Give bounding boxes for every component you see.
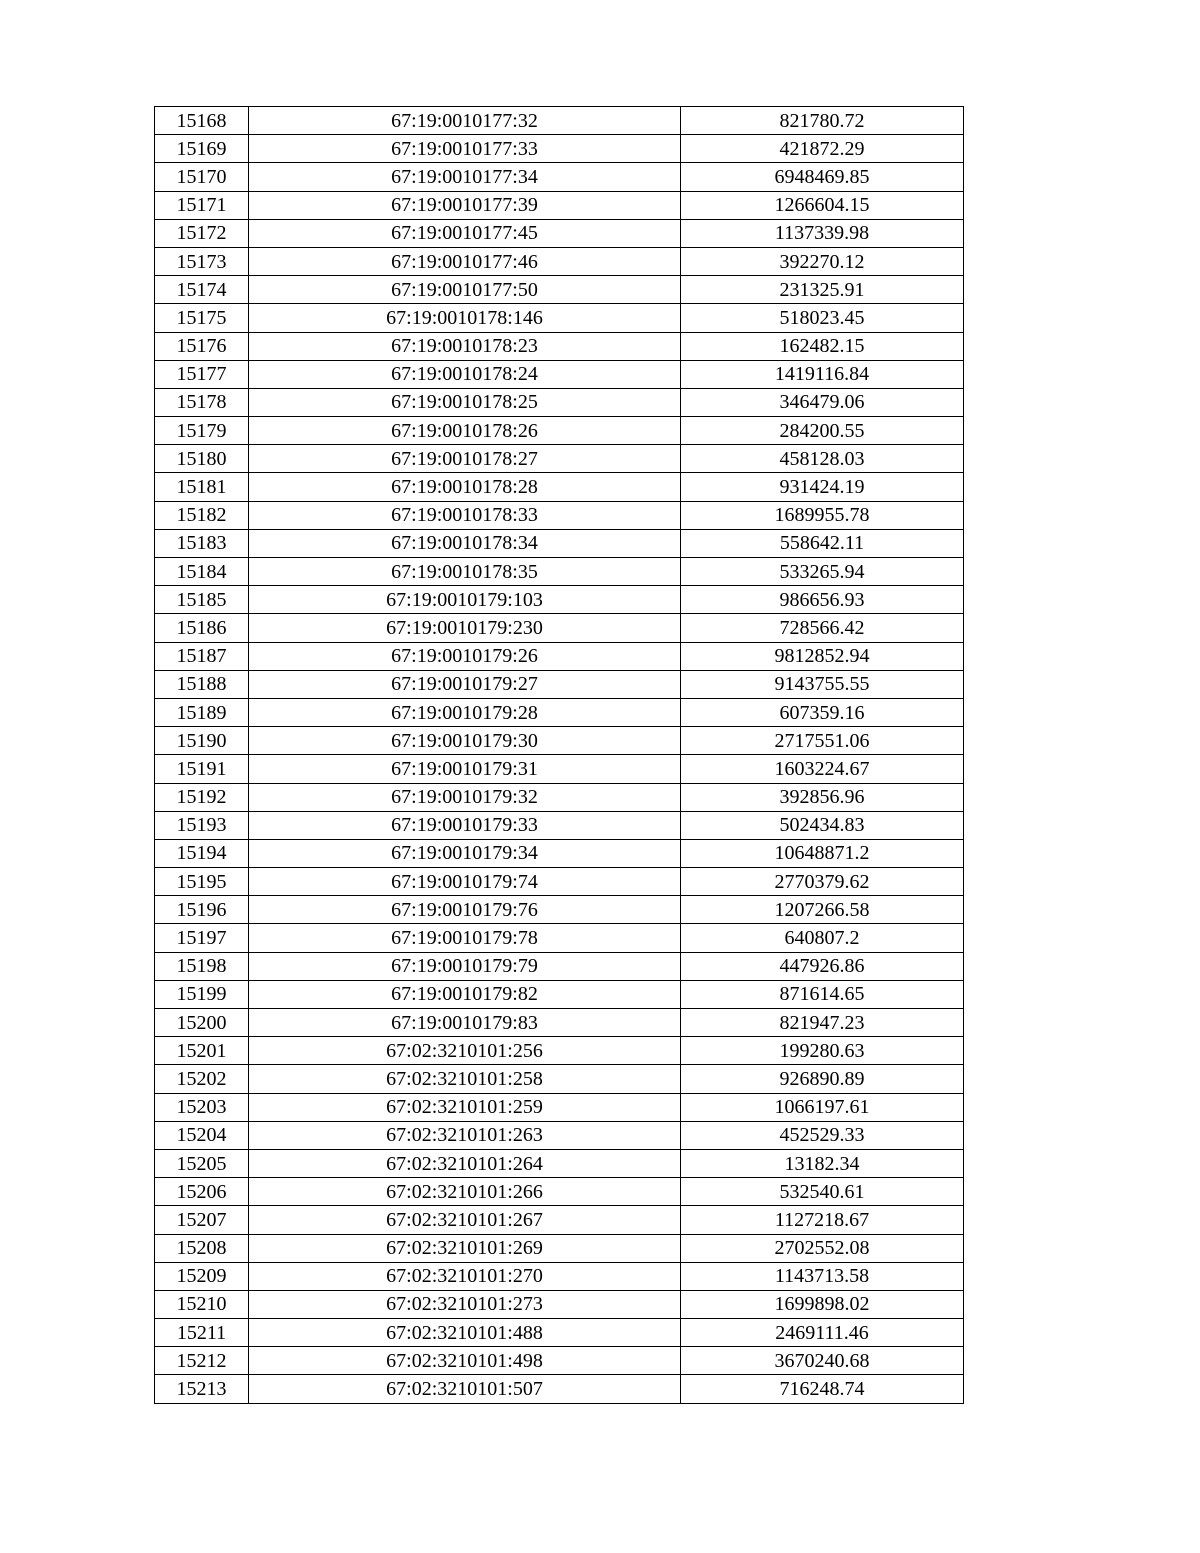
cadastral-number-cell: 67:19:0010179:28 — [249, 698, 681, 726]
cadastral-number-cell: 67:19:0010177:33 — [249, 135, 681, 163]
row-number-cell: 15198 — [155, 952, 249, 980]
cadastral-number-cell: 67:19:0010179:30 — [249, 727, 681, 755]
value-cell: 9143755.55 — [681, 670, 964, 698]
value-cell: 284200.55 — [681, 417, 964, 445]
value-cell: 2717551.06 — [681, 727, 964, 755]
table-row — [155, 1149, 964, 1177]
table-row — [155, 1065, 964, 1093]
cadastral-number-cell: 67:19:0010179:31 — [249, 755, 681, 783]
cadastral-number-cell: 67:02:3210101:263 — [249, 1121, 681, 1149]
row-number-cell: 15171 — [155, 191, 249, 219]
value-cell: 871614.65 — [681, 980, 964, 1008]
value-cell: 1137339.98 — [681, 219, 964, 247]
cadastral-number-cell: 67:19:0010179:79 — [249, 952, 681, 980]
row-number-cell: 15174 — [155, 276, 249, 304]
cadastral-number-cell: 67:19:0010179:33 — [249, 811, 681, 839]
value-cell: 821780.72 — [681, 107, 964, 135]
row-number-cell: 15212 — [155, 1347, 249, 1375]
row-number-cell: 15190 — [155, 727, 249, 755]
cadastral-number-cell: 67:02:3210101:269 — [249, 1234, 681, 1262]
value-cell: 518023.45 — [681, 304, 964, 332]
table-row — [155, 896, 964, 924]
row-number-cell: 15183 — [155, 529, 249, 557]
value-cell: 1266604.15 — [681, 191, 964, 219]
table-row — [155, 191, 964, 219]
cadastral-number-cell: 67:19:0010179:32 — [249, 783, 681, 811]
table-row — [155, 811, 964, 839]
value-cell: 2469111.46 — [681, 1319, 964, 1347]
table-row — [155, 276, 964, 304]
table-row — [155, 1037, 964, 1065]
table-row — [155, 868, 964, 896]
value-cell: 9812852.94 — [681, 642, 964, 670]
row-number-cell: 15177 — [155, 360, 249, 388]
table-row — [155, 388, 964, 416]
cadastral-number-cell: 67:19:0010177:45 — [249, 219, 681, 247]
value-cell: 1207266.58 — [681, 896, 964, 924]
value-cell: 10648871.2 — [681, 839, 964, 867]
cadastral-number-cell: 67:19:0010179:34 — [249, 839, 681, 867]
row-number-cell: 15189 — [155, 698, 249, 726]
row-number-cell: 15203 — [155, 1093, 249, 1121]
value-cell: 926890.89 — [681, 1065, 964, 1093]
value-cell: 231325.91 — [681, 276, 964, 304]
table-row — [155, 1206, 964, 1234]
value-cell: 199280.63 — [681, 1037, 964, 1065]
value-cell: 447926.86 — [681, 952, 964, 980]
row-number-cell: 15178 — [155, 388, 249, 416]
row-number-cell: 15172 — [155, 219, 249, 247]
value-cell: 1066197.61 — [681, 1093, 964, 1121]
table-row — [155, 163, 964, 191]
row-number-cell: 15192 — [155, 783, 249, 811]
row-number-cell: 15181 — [155, 473, 249, 501]
value-cell: 1143713.58 — [681, 1262, 964, 1290]
cadastral-number-cell: 67:19:0010179:26 — [249, 642, 681, 670]
cadastral-number-cell: 67:19:0010179:230 — [249, 614, 681, 642]
row-number-cell: 15188 — [155, 670, 249, 698]
table-row — [155, 417, 964, 445]
value-cell: 532540.61 — [681, 1178, 964, 1206]
value-cell: 392856.96 — [681, 783, 964, 811]
cadastral-number-cell: 67:02:3210101:266 — [249, 1178, 681, 1206]
row-number-cell: 15202 — [155, 1065, 249, 1093]
table-row — [155, 839, 964, 867]
table-row — [155, 332, 964, 360]
data-table — [154, 106, 964, 1404]
table-row — [155, 107, 964, 135]
table-row — [155, 642, 964, 670]
value-cell: 2770379.62 — [681, 868, 964, 896]
value-cell: 1127218.67 — [681, 1206, 964, 1234]
value-cell: 1689955.78 — [681, 501, 964, 529]
table-row — [155, 304, 964, 332]
value-cell: 1419116.84 — [681, 360, 964, 388]
table-row — [155, 1093, 964, 1121]
cadastral-number-cell: 67:19:0010178:28 — [249, 473, 681, 501]
table-row — [155, 219, 964, 247]
cadastral-number-cell: 67:19:0010179:76 — [249, 896, 681, 924]
cadastral-number-cell: 67:19:0010177:34 — [249, 163, 681, 191]
cadastral-number-cell: 67:19:0010178:35 — [249, 558, 681, 586]
cadastral-number-cell: 67:19:0010178:33 — [249, 501, 681, 529]
value-cell: 558642.11 — [681, 529, 964, 557]
cadastral-number-cell: 67:02:3210101:270 — [249, 1262, 681, 1290]
table-row — [155, 614, 964, 642]
row-number-cell: 15186 — [155, 614, 249, 642]
cadastral-number-cell: 67:02:3210101:267 — [249, 1206, 681, 1234]
value-cell: 346479.06 — [681, 388, 964, 416]
cadastral-number-cell: 67:19:0010177:39 — [249, 191, 681, 219]
table-row — [155, 1375, 964, 1403]
table-row — [155, 360, 964, 388]
row-number-cell: 15191 — [155, 755, 249, 783]
table-row — [155, 445, 964, 473]
row-number-cell: 15205 — [155, 1149, 249, 1177]
cadastral-number-cell: 67:19:0010179:74 — [249, 868, 681, 896]
cadastral-number-cell: 67:02:3210101:507 — [249, 1375, 681, 1403]
row-number-cell: 15213 — [155, 1375, 249, 1403]
cadastral-number-cell: 67:19:0010179:78 — [249, 924, 681, 952]
table-row — [155, 1009, 964, 1037]
row-number-cell: 15211 — [155, 1319, 249, 1347]
value-cell: 1603224.67 — [681, 755, 964, 783]
table-row — [155, 698, 964, 726]
row-number-cell: 15196 — [155, 896, 249, 924]
value-cell: 421872.29 — [681, 135, 964, 163]
cadastral-number-cell: 67:02:3210101:488 — [249, 1319, 681, 1347]
row-number-cell: 15210 — [155, 1290, 249, 1318]
cadastral-number-cell: 67:02:3210101:258 — [249, 1065, 681, 1093]
cadastral-number-cell: 67:02:3210101:498 — [249, 1347, 681, 1375]
value-cell: 728566.42 — [681, 614, 964, 642]
table-row — [155, 980, 964, 1008]
row-number-cell: 15173 — [155, 247, 249, 275]
table-row — [155, 952, 964, 980]
row-number-cell: 15206 — [155, 1178, 249, 1206]
row-number-cell: 15200 — [155, 1009, 249, 1037]
table-row — [155, 1290, 964, 1318]
row-number-cell: 15179 — [155, 417, 249, 445]
row-number-cell: 15170 — [155, 163, 249, 191]
table-row — [155, 501, 964, 529]
cadastral-number-cell: 67:19:0010179:27 — [249, 670, 681, 698]
cadastral-number-cell: 67:02:3210101:264 — [249, 1149, 681, 1177]
value-cell: 458128.03 — [681, 445, 964, 473]
table-row — [155, 558, 964, 586]
value-cell: 452529.33 — [681, 1121, 964, 1149]
table-row — [155, 586, 964, 614]
value-cell: 502434.83 — [681, 811, 964, 839]
row-number-cell: 15182 — [155, 501, 249, 529]
row-number-cell: 15169 — [155, 135, 249, 163]
cadastral-number-cell: 67:19:0010179:83 — [249, 1009, 681, 1037]
table-body — [155, 107, 964, 1404]
row-number-cell: 15185 — [155, 586, 249, 614]
cadastral-number-cell: 67:02:3210101:273 — [249, 1290, 681, 1318]
table-row — [155, 1234, 964, 1262]
row-number-cell: 15209 — [155, 1262, 249, 1290]
value-cell: 392270.12 — [681, 247, 964, 275]
row-number-cell: 15193 — [155, 811, 249, 839]
table-row — [155, 1121, 964, 1149]
value-cell: 13182.34 — [681, 1149, 964, 1177]
row-number-cell: 15187 — [155, 642, 249, 670]
table-row — [155, 1319, 964, 1347]
table-row — [155, 1262, 964, 1290]
value-cell: 716248.74 — [681, 1375, 964, 1403]
row-number-cell: 15180 — [155, 445, 249, 473]
row-number-cell: 15168 — [155, 107, 249, 135]
cadastral-number-cell: 67:19:0010178:24 — [249, 360, 681, 388]
value-cell: 931424.19 — [681, 473, 964, 501]
cadastral-number-cell: 67:02:3210101:256 — [249, 1037, 681, 1065]
cadastral-number-cell: 67:19:0010178:146 — [249, 304, 681, 332]
table-row — [155, 1178, 964, 1206]
row-number-cell: 15204 — [155, 1121, 249, 1149]
cadastral-number-cell: 67:19:0010177:46 — [249, 247, 681, 275]
cadastral-number-cell: 67:19:0010179:103 — [249, 586, 681, 614]
value-cell: 821947.23 — [681, 1009, 964, 1037]
cadastral-number-cell: 67:19:0010178:34 — [249, 529, 681, 557]
table-row — [155, 135, 964, 163]
value-cell: 607359.16 — [681, 698, 964, 726]
row-number-cell: 15175 — [155, 304, 249, 332]
table-row — [155, 247, 964, 275]
cadastral-number-cell: 67:02:3210101:259 — [249, 1093, 681, 1121]
value-cell: 640807.2 — [681, 924, 964, 952]
table-row — [155, 924, 964, 952]
value-cell: 3670240.68 — [681, 1347, 964, 1375]
table-row — [155, 529, 964, 557]
cadastral-number-cell: 67:19:0010177:32 — [249, 107, 681, 135]
row-number-cell: 15208 — [155, 1234, 249, 1262]
cadastral-number-cell: 67:19:0010178:25 — [249, 388, 681, 416]
row-number-cell: 15194 — [155, 839, 249, 867]
value-cell: 6948469.85 — [681, 163, 964, 191]
table-row — [155, 727, 964, 755]
table-row — [155, 1347, 964, 1375]
value-cell: 162482.15 — [681, 332, 964, 360]
table-row — [155, 755, 964, 783]
value-cell: 1699898.02 — [681, 1290, 964, 1318]
value-cell: 986656.93 — [681, 586, 964, 614]
row-number-cell: 15201 — [155, 1037, 249, 1065]
row-number-cell: 15207 — [155, 1206, 249, 1234]
row-number-cell: 15184 — [155, 558, 249, 586]
row-number-cell: 15197 — [155, 924, 249, 952]
cadastral-number-cell: 67:19:0010178:27 — [249, 445, 681, 473]
cadastral-number-cell: 67:19:0010177:50 — [249, 276, 681, 304]
row-number-cell: 15195 — [155, 868, 249, 896]
table-row — [155, 670, 964, 698]
cadastral-number-cell: 67:19:0010179:82 — [249, 980, 681, 1008]
value-cell: 533265.94 — [681, 558, 964, 586]
value-cell: 2702552.08 — [681, 1234, 964, 1262]
cadastral-number-cell: 67:19:0010178:26 — [249, 417, 681, 445]
row-number-cell: 15176 — [155, 332, 249, 360]
cadastral-number-cell: 67:19:0010178:23 — [249, 332, 681, 360]
row-number-cell: 15199 — [155, 980, 249, 1008]
table-row — [155, 783, 964, 811]
table-row — [155, 473, 964, 501]
